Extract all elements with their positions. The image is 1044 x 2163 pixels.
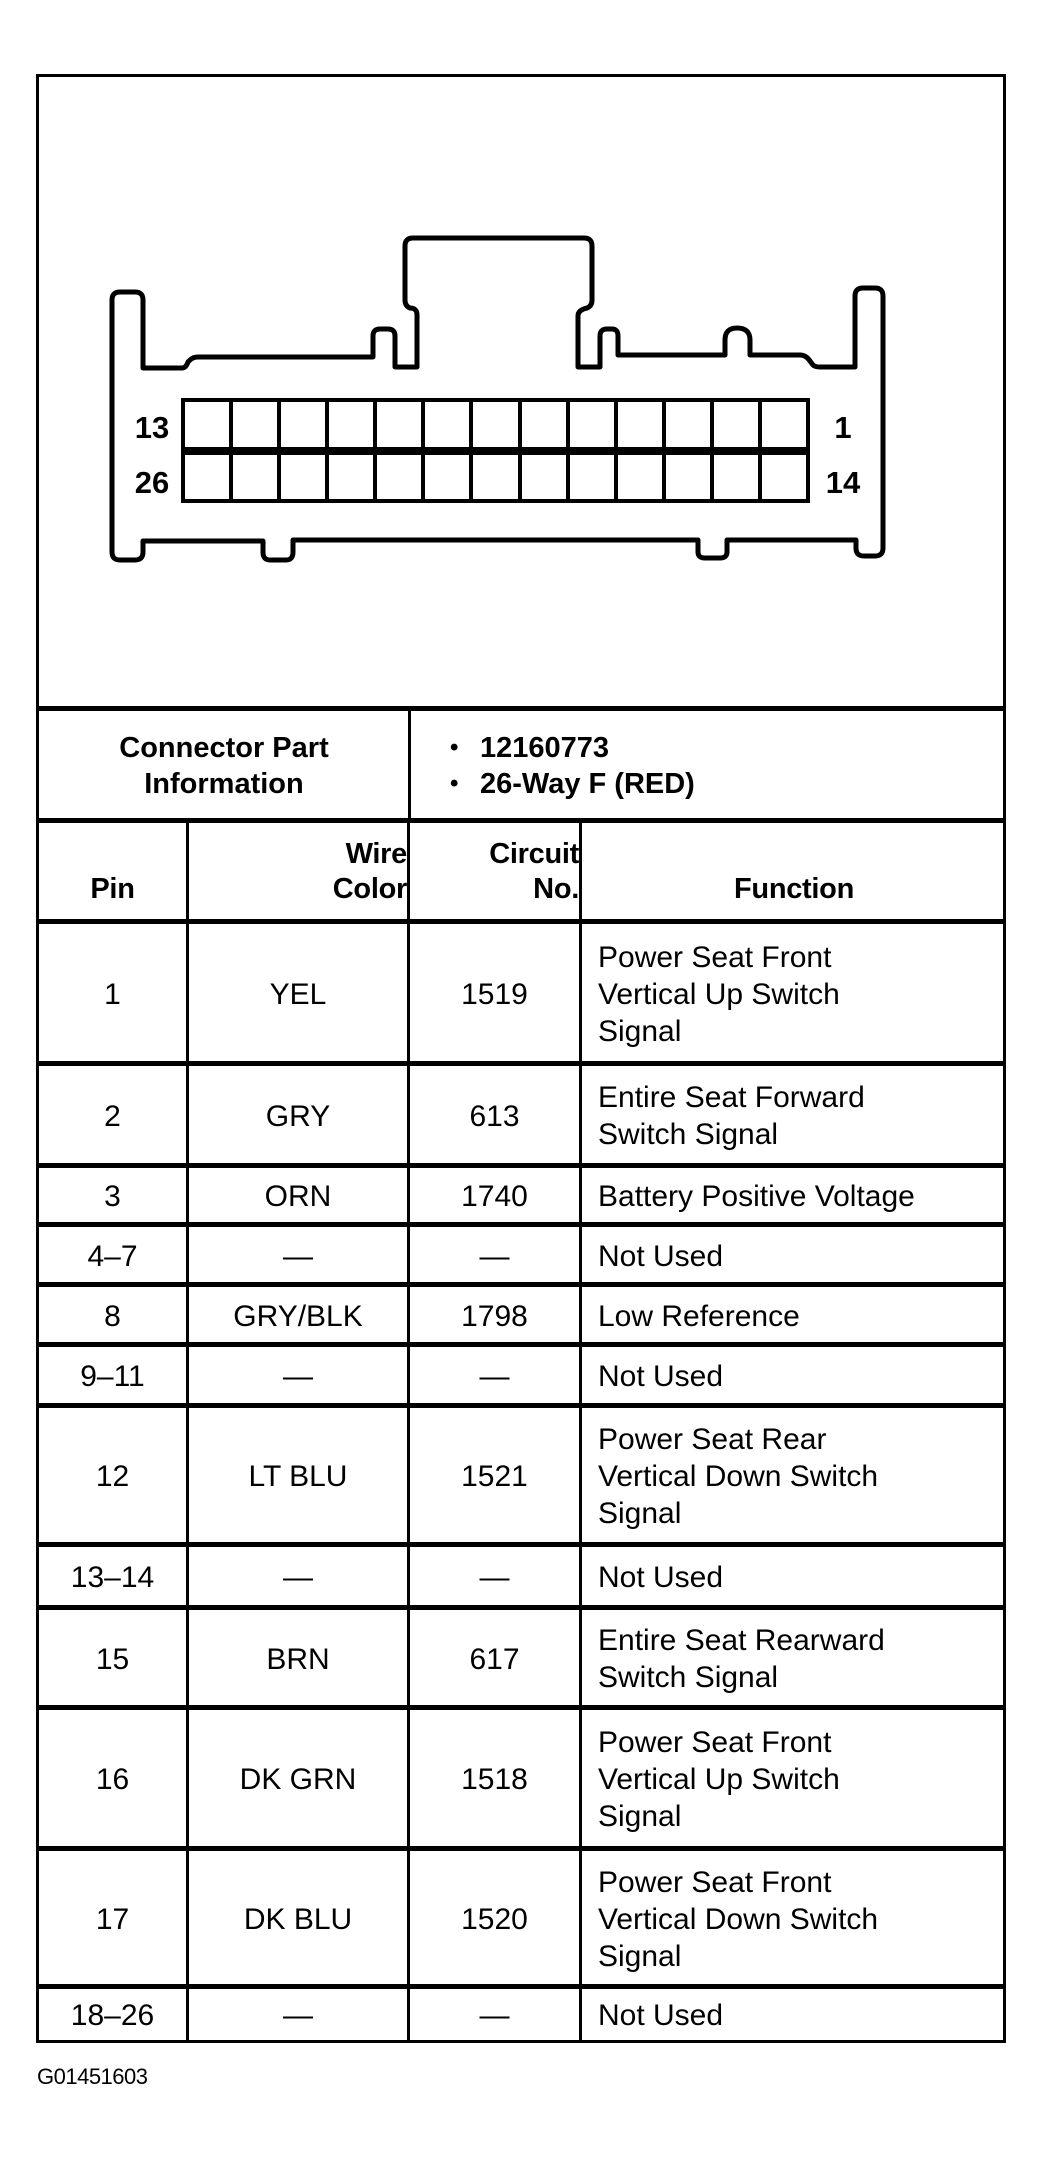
circuit-text: 613: [469, 1099, 520, 1133]
circuit-text: —: [479, 1561, 510, 1594]
cell-pin: [39, 1408, 186, 1545]
cell-wire-color: [189, 1710, 407, 1849]
cell-wire-color: [189, 1851, 407, 1987]
function-line: Power Seat Rear: [598, 1423, 827, 1456]
pin-text: 3: [104, 1180, 121, 1213]
pin-text: 9–11: [80, 1360, 145, 1393]
cell-pin: [39, 1227, 186, 1285]
function-text: [598, 939, 840, 1050]
function-text: [598, 1178, 915, 1215]
circuit-text: —: [479, 1360, 510, 1393]
cell-circuit: [410, 1989, 579, 2041]
cell-function: [582, 1610, 1006, 1708]
function-line: Switch Signal: [598, 1661, 779, 1694]
header-function: [582, 823, 1006, 919]
cell-wire-color: [189, 1287, 407, 1345]
cell-circuit: [410, 1547, 579, 1608]
cell-wire-color: [189, 1347, 407, 1406]
cell-function: [582, 1989, 1006, 2041]
circuit-text: 1740: [461, 1180, 528, 1213]
function-line: Entire Seat Rearward: [598, 1624, 885, 1657]
cell-wire-color: [189, 1989, 407, 2041]
pin-label-13: 13: [134, 410, 170, 445]
connector-info-label: [39, 714, 409, 818]
cell-pin: [39, 1066, 186, 1166]
function-line: Power Seat Front: [598, 1726, 832, 1759]
pin-text: 18–26: [70, 1998, 155, 2032]
wire-color-text: —: [283, 1998, 313, 2032]
cell-circuit: [410, 924, 579, 1064]
wire-color-text: YEL: [269, 977, 327, 1011]
pin-text: 16: [95, 1763, 130, 1796]
cell-circuit: [410, 1851, 579, 1987]
header-wire-color: [189, 823, 407, 919]
function-line: Vertical Up Switch: [598, 977, 840, 1011]
cell-function: [582, 1066, 1006, 1166]
cell-pin: [39, 1710, 186, 1849]
cell-wire-color: [189, 1227, 407, 1285]
wire-color-text: DK GRN: [239, 1763, 357, 1796]
header-circuit-line2: No.: [533, 873, 579, 905]
cell-pin: [39, 1989, 186, 2041]
function-line: Not Used: [598, 1239, 724, 1273]
function-text: [598, 1079, 865, 1153]
function-line: Not Used: [598, 1998, 724, 2032]
function-text: [598, 1559, 723, 1596]
pin-text: 2: [104, 1099, 121, 1133]
wire-color-text: DK BLU: [243, 1902, 353, 1936]
wire-color-text: BRN: [266, 1642, 330, 1676]
header-circuit-no: [410, 823, 579, 919]
cell-circuit: [410, 1287, 579, 1345]
pin-label-14: 14: [825, 465, 861, 500]
function-line: Not Used: [598, 1561, 724, 1594]
figure-id: G01451603: [37, 2064, 148, 2089]
function-text: [598, 1622, 885, 1696]
cell-circuit: [410, 1347, 579, 1406]
function-line: Signal: [598, 1800, 682, 1833]
bullet-icon: •: [450, 770, 459, 797]
function-text: [598, 1997, 723, 2034]
circuit-text: 1520: [461, 1902, 528, 1936]
cell-wire-color: [189, 1547, 407, 1608]
wire-color-text: GRY: [265, 1099, 331, 1133]
cell-wire-color: [189, 1168, 407, 1225]
cell-wire-color: [189, 1610, 407, 1708]
cell-circuit: [410, 1610, 579, 1708]
wire-color-text: ORN: [264, 1180, 332, 1213]
cell-function: [582, 1851, 1006, 1987]
circuit-text: 617: [469, 1642, 520, 1676]
pin-text: 13–14: [70, 1561, 155, 1594]
function-line: Signal: [598, 1497, 682, 1530]
function-line: Low Reference: [598, 1299, 800, 1333]
wire-color-text: —: [283, 1360, 313, 1393]
cell-function: [582, 1408, 1006, 1545]
header-pin-text: Pin: [90, 873, 135, 905]
function-line: Signal: [598, 1014, 682, 1048]
header-wire-color-line1: Wire: [345, 838, 407, 870]
pin-text: 1: [104, 977, 121, 1011]
function-text: [598, 1864, 878, 1975]
function-text: [598, 1298, 800, 1335]
cell-pin: [39, 1287, 186, 1345]
cell-circuit: [410, 1408, 579, 1545]
pin-text: 12: [95, 1460, 130, 1493]
header-function-text: Function: [733, 873, 854, 905]
cell-function: [582, 924, 1006, 1064]
cell-wire-color: [189, 1408, 407, 1545]
cell-pin: [39, 1851, 186, 1987]
pin-text: 17: [95, 1902, 130, 1936]
cell-pin: [39, 1547, 186, 1608]
wire-color-text: —: [283, 1239, 313, 1273]
connector-info-label-line1: Connector Part: [119, 732, 329, 764]
cell-circuit: [410, 1227, 579, 1285]
function-text: [598, 1724, 840, 1835]
part-number-text: 12160773: [480, 732, 610, 764]
cell-function: [582, 1168, 1006, 1225]
circuit-text: —: [479, 1998, 510, 2032]
function-text: [598, 1421, 878, 1532]
connector-face-drawing: [0, 0, 1044, 709]
cell-pin: [39, 1610, 186, 1708]
function-line: Vertical Down Switch: [598, 1902, 879, 1936]
cell-circuit: [410, 1710, 579, 1849]
function-line: Power Seat Front: [598, 1865, 832, 1899]
function-line: Power Seat Front: [598, 940, 832, 974]
wire-color-text: GRY/BLK: [233, 1299, 363, 1333]
circuit-text: —: [479, 1239, 510, 1273]
cell-circuit: [410, 1168, 579, 1225]
function-line: Vertical Down Switch: [598, 1460, 879, 1493]
cell-pin: [39, 1347, 186, 1406]
circuit-text: 1798: [461, 1299, 528, 1333]
cell-pin: [39, 924, 186, 1064]
cell-function: [582, 1287, 1006, 1345]
function-line: Battery Positive Voltage: [598, 1180, 915, 1213]
function-line: Vertical Up Switch: [598, 1763, 840, 1796]
function-text: [598, 1238, 723, 1275]
pin-text: 8: [104, 1299, 121, 1333]
header-wire-color-line2: Color: [332, 873, 407, 905]
function-text: [598, 1358, 723, 1395]
cell-circuit: [410, 1066, 579, 1166]
cell-function: [582, 1347, 1006, 1406]
connector-diagram: [0, 0, 1044, 709]
header-pin: [39, 823, 186, 919]
connector-part-number: [450, 730, 990, 766]
cell-wire-color: [189, 1066, 407, 1166]
connector-info-list: [450, 714, 990, 818]
circuit-text: 1521: [461, 1460, 528, 1493]
pin-text: 15: [95, 1642, 130, 1676]
cell-function: [582, 1227, 1006, 1285]
function-line: Signal: [598, 1939, 682, 1973]
circuit-text: 1518: [461, 1763, 528, 1796]
pin-label-1: 1: [834, 410, 852, 445]
cell-function: [582, 1710, 1006, 1849]
connector-type-text: 26-Way F (RED): [480, 768, 695, 800]
function-line: Not Used: [598, 1360, 724, 1393]
cell-wire-color: [189, 924, 407, 1064]
pin-row-divider: [183, 447, 808, 455]
connector-type: [450, 766, 990, 802]
function-line: Switch Signal: [598, 1118, 779, 1151]
connector-info-label-line2: Information: [144, 768, 304, 800]
wire-color-text: LT BLU: [248, 1460, 348, 1493]
rule-diagram-bottom: [36, 706, 1006, 711]
pin-text: 4–7: [87, 1239, 138, 1273]
function-line: Entire Seat Forward: [598, 1081, 865, 1114]
circuit-text: 1519: [461, 977, 528, 1011]
cell-pin: [39, 1168, 186, 1225]
wire-color-text: —: [283, 1561, 313, 1594]
header-circuit-line1: Circuit: [489, 838, 579, 870]
pin-label-26: 26: [134, 465, 170, 500]
cell-function: [582, 1547, 1006, 1608]
bullet-icon: •: [450, 734, 459, 761]
